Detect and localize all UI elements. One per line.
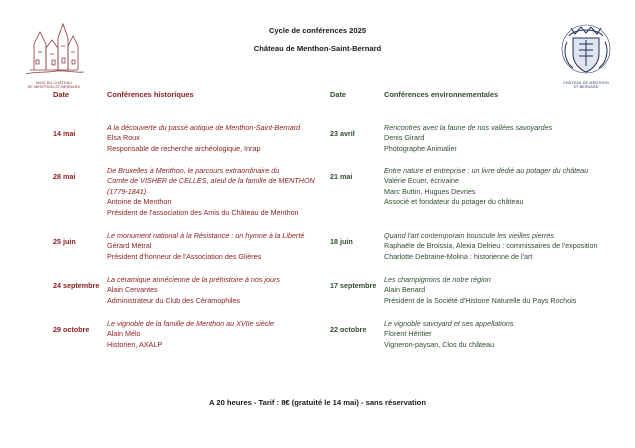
coat-of-arms-logo (559, 22, 613, 94)
historic-entry-3 (107, 231, 304, 262)
entry-speaker: Florent Héritier (384, 329, 432, 339)
entry-title: Le vignoble de la famille de Menthon au XVIIe siècle (107, 319, 275, 328)
historic-date-2: 28 mai (53, 172, 76, 181)
left-logo-caption-1: AMIS DU CHÂTEAU (35, 81, 73, 85)
environment-column-header: Conférences environnementales (384, 90, 499, 99)
entry-role: Administrateur du Club des Céramophiles (107, 295, 241, 305)
historic-entry-5 (107, 319, 274, 350)
entry-speaker: Alain Mélo (107, 329, 141, 339)
environment-date-2: 21 mai (330, 172, 353, 181)
entry-role: Responsable de recherche archéologique, Inrap (107, 143, 261, 153)
environment-entry-4 (384, 275, 576, 306)
castle-icon (22, 18, 86, 76)
entry-role: Président de la Société d'Histoire Naturelle du Pays Rochois (384, 295, 577, 305)
entry-title: Le vignoble savoyard et ses appellations (384, 319, 514, 328)
entry-speaker: Alain Cervantes (107, 285, 158, 295)
environment-entry-1 (384, 123, 552, 154)
entry-title: Rencontres avec la faune de nos vallées savoyardes (384, 123, 553, 132)
entry-speaker: Antoine de Menthon (107, 197, 172, 207)
historic-entry-4 (107, 275, 280, 306)
entry-speaker: Gérard Métral (107, 241, 152, 251)
entry-role: Vigneron-paysan, Clos du château (384, 339, 495, 349)
historic-column-header: Conférences historiques (107, 90, 194, 99)
entry-role: Président de l'association des Amis du Château de Menthon (107, 207, 299, 217)
entry-role: Associé et fondateur du potager du château (384, 197, 524, 207)
environment-entry-2 (384, 166, 588, 208)
entry-role: Photographe Animalier (384, 143, 457, 153)
entry-speaker: Valérie Ecuer, écrivaine (384, 176, 459, 186)
environment-entry-5 (384, 319, 513, 350)
entry-title: Les champignons de notre région (384, 275, 491, 284)
footer-info: A 20 heures - Tarif : 8€ (gratuité le 14 mai) - sans réservation (209, 398, 426, 407)
historic-date-5: 29 octobre (53, 325, 90, 334)
entry-title: Entre nature et entreprise : un livre dédié au potager du château (384, 166, 589, 175)
entry-title: (1779-1841) (107, 186, 147, 196)
entry-title: A la découverte du passé antique de Menthon-Saint-Bernard (107, 123, 301, 132)
right-logo-caption-1: CHÂTEAU DE MENTHON (563, 81, 609, 85)
entry-title: Le monument national à la Résistance : un hymne à la Liberté (107, 231, 305, 240)
historic-date-3: 25 juin (53, 237, 76, 246)
entry-title: La céramique annécienne de la préhistoire à nos jours (107, 275, 281, 284)
entry-speaker: Raphaële de Broissia, Alexia Delrieu : commissaires de l'exposition (384, 241, 598, 251)
entry-speaker: Alain Benard (384, 285, 426, 295)
page-title: Cycle de conférences 2025 (268, 26, 367, 35)
right-logo-caption-2: ST BERNARD (573, 85, 599, 90)
castle-logo (22, 18, 86, 88)
entry-title: Quand l'art contemporain bouscule les vieilles pierres (384, 231, 554, 240)
environment-entry-3 (384, 231, 598, 262)
historic-entry-2 (107, 166, 315, 218)
page-subtitle: Château de Menthon-Saint-Bernard (253, 44, 382, 53)
entry-role: Président d'honneur de l'Association des Glières (107, 251, 262, 261)
environment-date-4: 17 septembre (330, 281, 377, 290)
environment-date-1: 23 avril (330, 129, 355, 138)
entry-title: Comte de VISHER de CELLES, aïeul de la famille de MENTHON (107, 176, 315, 186)
entry-speaker: Denis Girard (384, 133, 425, 143)
historic-date-1: 14 mai (53, 129, 76, 138)
historic-date-header: Date (53, 90, 70, 99)
coat-of-arms-icon (559, 22, 613, 76)
entry-speaker: Marc Buttin, Hugues Devries (384, 186, 476, 196)
entry-speaker: Elsa Roux (107, 133, 140, 143)
entry-title: De Bruxelles à Menthon, le parcours extraordinaire du (107, 166, 280, 175)
environment-date-header: Date (330, 90, 347, 99)
left-logo-caption-2: DE MENTHON-ST-BERNARD (27, 85, 81, 90)
entry-role: Historien, AXALP (107, 339, 163, 349)
historic-date-4: 24 septembre (53, 281, 100, 290)
environment-date-3: 18 juin (330, 237, 353, 246)
entry-speaker: Charlotte Debraine-Molina : historienne de l'art (384, 251, 533, 261)
historic-entry-1 (107, 123, 300, 154)
environment-date-5: 22 octobre (330, 325, 367, 334)
